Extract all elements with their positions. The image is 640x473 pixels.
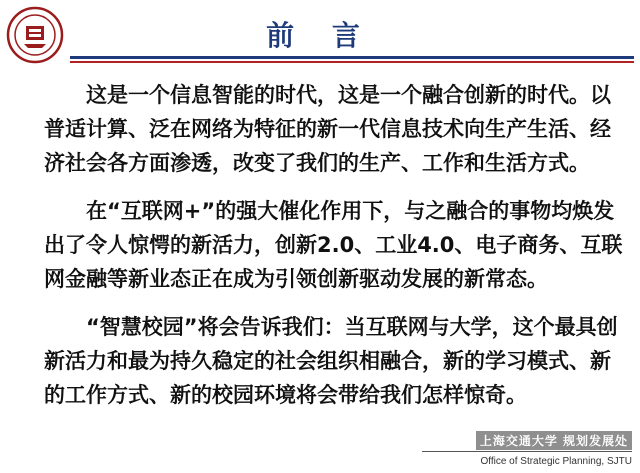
footer-org-cn: 上海交通大学 规划发展处 [476,431,632,450]
title-rule-red [70,61,634,63]
preface-body [44,78,630,426]
title-rule-dark [70,56,634,59]
title-bar [70,8,634,54]
university-logo [6,6,64,64]
paragraph-3: “智慧校园”将会告诉我们：当互联网与大学，这个最具创新活力和最为持久稳定的社会组织相融合，新的学习模式、新的工作方式、新的校园环境将会带给我们怎样惊奇。 [44,315,618,407]
footer [412,431,632,467]
paragraph-2: 在“互联网+”的强大催化作用下，与之融合的事物均焕发出了令人惊愕的新活力，创新2.0、工业4.0、电子商务、互联网金融等新业态正在成为引领创新驱动发展的新常态。 [44,199,623,291]
footer-rule [422,451,632,452]
paragraph-1: 这是一个信息智能的时代，这是一个融合创新的时代。以普适计算、泛在网络为特征的新一代信息技术向生产生活、经济社会各方面渗透，改变了我们的生产、工作和生活方式。 [44,83,611,175]
page-title: 前 言 [266,19,374,52]
footer-org-en: Office of Strategic Planning, SJTU [480,456,632,467]
